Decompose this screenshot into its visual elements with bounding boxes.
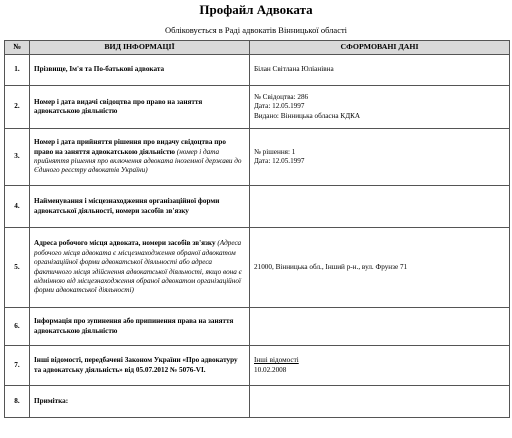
table-row <box>5 86 510 129</box>
column-header-info-type: ВИД ІНФОРМАЦІЇ <box>30 41 250 55</box>
table-row <box>5 228 510 308</box>
row-number: 4. <box>5 186 30 228</box>
row-value <box>250 228 510 308</box>
other-info-link[interactable]: Інші відомості <box>254 356 299 365</box>
label-note: (Адреса робочого місця адвоката є місцезнаходження обраної адвокатом організаційної форми адвокатської діяльності або адреса фактичного місця здійснення адвокатської діяльності, якщо вона є відмінною від місцезнаходження обраної адвокатом організаційної форми адвокатської діяльності) <box>34 239 242 295</box>
row-number: 2. <box>5 86 30 129</box>
label-text: Прізвище, Ім'я та По-батькові адвоката <box>34 65 165 74</box>
page-subtitle: Обліковується в Раді адвокатів Вінницької області <box>164 25 348 35</box>
row-label <box>30 308 250 346</box>
row-value <box>250 346 510 386</box>
label-note: (номер і дата прийняття рішення про включення адвоката іноземної держави до Єдиного реєстру адвокатів України) <box>34 147 242 175</box>
table-row <box>5 308 510 346</box>
row-number: 5. <box>5 228 30 308</box>
value-line: 10.02.2008 <box>254 365 287 374</box>
column-header-data: СФОРМОВАНІ ДАНІ <box>250 41 510 55</box>
row-label <box>30 86 250 129</box>
row-number: 6. <box>5 308 30 346</box>
label-text: Інформація про зупинення або припинення права на заняття адвокатською діяльністю <box>34 317 234 335</box>
label-text: Номер і дата видачі свідоцтва про право на заняття адвокатською діяльністю <box>34 97 203 115</box>
row-value <box>250 386 510 418</box>
label-text: Інші відомості, передбачені Законом України «Про адвокатуру та адвокатську діяльність» від 05.07.2012 № 5076-VI. <box>34 356 238 374</box>
row-value <box>250 86 510 129</box>
value-line: Видано: Вінницька обласна КДКА <box>254 111 361 120</box>
row-number: 3. <box>5 129 30 186</box>
row-label <box>30 55 250 86</box>
column-header-number: № <box>5 41 30 55</box>
table-row <box>5 186 510 228</box>
row-value <box>250 186 510 228</box>
table-row <box>5 346 510 386</box>
row-value <box>250 308 510 346</box>
row-label <box>30 346 250 386</box>
value-line: № рішення: 1 <box>254 147 296 156</box>
table-row <box>5 55 510 86</box>
value-line: 21000, Вінницька обл., Інший р-н., вул. Фрунзе 71 <box>254 262 408 271</box>
row-number: 1. <box>5 55 30 86</box>
row-value <box>250 129 510 186</box>
label-text: Номер і дата прийняття рішення про видачу свідоцтва про право на заняття адвокатською діяльністю <box>34 138 227 156</box>
value-line: Білан Світлана Юліанівна <box>254 65 334 74</box>
table-row <box>5 386 510 418</box>
row-number: 8. <box>5 386 30 418</box>
row-value <box>250 55 510 86</box>
label-text: Найменування і місцезнаходження організаційної форми адвокатської діяльності, номери засобів зв'язку <box>34 197 220 215</box>
row-label <box>30 386 250 418</box>
label-text: Примітка: <box>34 396 69 405</box>
table-row <box>5 129 510 186</box>
value-line: Дата: 12.05.1997 <box>254 102 305 111</box>
row-number: 7. <box>5 346 30 386</box>
value-line: Дата: 12.05.1997 <box>254 157 305 165</box>
table-header-row <box>5 41 510 55</box>
page-title: Профайл Адвоката <box>199 2 313 17</box>
row-label <box>30 186 250 228</box>
profile-table <box>4 40 510 418</box>
value-line: № Свідоцтва: 286 <box>254 92 309 101</box>
row-label <box>30 228 250 308</box>
label-text: Адреса робочого місця адвоката, номери засобів зв'язку <box>34 239 216 248</box>
row-label <box>30 129 250 186</box>
